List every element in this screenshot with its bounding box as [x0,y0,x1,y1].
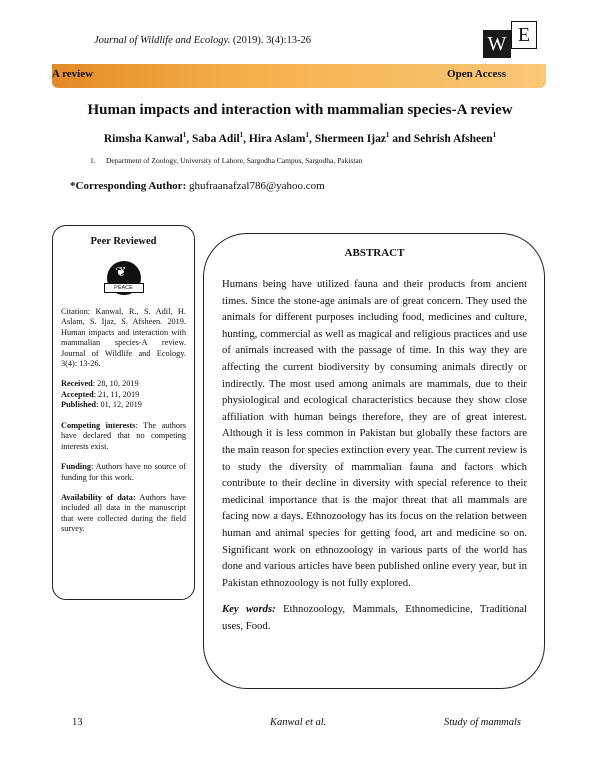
article-title: Human impacts and interaction with mammalian species-A review [87,102,513,118]
funding-statement [61,462,186,483]
journal-citation-line [94,35,311,46]
published-value: : 01, 12, 2019 [96,400,142,410]
footer-author: Kanwal et al. [270,717,327,728]
author-affil-sup: 1 [492,131,497,139]
availability-text: Authors have included all data in the manuscript that were collected during the field survey. [61,492,186,534]
page-number: 13 [72,717,83,728]
author-affil-sup: 1 [385,131,390,139]
journal-details: (2019). 3(4):13-26 [230,35,311,46]
affiliation-text: Department of Zoology, University of Lahore, Sargodha Campus, Sargodha, Pakistan [106,156,363,165]
published-label: Published [61,400,97,410]
accepted-value: : 21, 11, 2019 [93,389,140,399]
author-separator: and [389,132,414,145]
accepted-label: Accepted [61,389,94,399]
author-name: Shermeen Ijaz [314,132,386,145]
data-availability [61,493,186,535]
keywords-text: Ethnozoology, Mammals, Ethnomedicine, Traditional uses, Food. [222,603,527,632]
author-list [0,131,600,145]
corresponding-author [70,180,325,192]
article-info-sidebar [52,225,195,600]
abstract-box [203,233,545,689]
published-date [61,400,186,411]
logo-e: E [511,21,537,49]
badge-label: PEACE [104,283,144,293]
affiliation [90,156,362,165]
competing-interests [61,421,186,452]
author-name: Saba Adil [192,132,240,145]
author-separator: , [243,132,249,145]
abstract-heading: ABSTRACT [344,247,405,259]
abstract-body: Humans being have utilized fauna and their products from ancient times. Since the stone-age animals are of great concern. They used the animals for different purposes including food, medicines and culture, hunting, commercial as well as magical and religious practices and use of animals increased with the passage of time. In this way they are affecting the current biodiversity by consuming animals directly or indirectly. The most used among animals are mammals, due to their physiological and ecological characteristics because they show close affiliation with human beings therefore, they are of great interest. Although it is less common in Pakistan but globally these factors are the main reason for species extinction every year. The current review is to study the diversity of mammalian fauna and factors which contribute to their decline in diversity with special reference to their medicinal importance that is the major threat that all mammals are facing now a days. Ethnozoology has its focus on the relation between human and animal species for getting food, art and medicine so on. Significant work on ethnozoology in various parts of the world has done and various articles have been published online every year, but in Pakistan ethnozoology is not fully explored. [222,278,527,589]
funding-text: : Authors have no source of funding for this work. [61,462,186,482]
author-name: Hira Aslam [248,132,306,145]
author-affil-sup: 1 [239,131,244,139]
article-dates [61,379,186,411]
author-separator: , [308,132,315,145]
author-name: Sehrish Afsheen [413,132,493,145]
keywords [222,601,527,634]
peer-reviewed-heading: Peer Reviewed [90,236,157,247]
author-name: Rimsha Kanwal [103,132,183,145]
corresponding-email[interactable]: ghufraanafzal786@yahoo.com [186,180,325,192]
affiliation-number: 1. [90,156,96,165]
competing-label: Competing interests [61,420,136,430]
article-type: A review [52,68,94,80]
logo-w: W [483,30,511,58]
keywords-label: Key words: [222,603,276,616]
author-separator: , [186,132,193,145]
received-date [61,379,186,390]
availability-label: Availability of data: [61,492,136,502]
article-type-banner [52,64,546,88]
received-label: Received [61,379,93,389]
citation-text: Citation: Kanwal, R., S. Adil, H. Aslam, S. Ijaz, S. Afsheen. 2019. Human impacts and interaction with mammalian species-A review. Journal of Wildlife and Ecology. 3(4): 13-26. [61,307,186,369]
received-value: : 28, 10, 2019 [92,379,139,389]
dove-icon: ❦ [115,264,127,279]
accepted-date [61,390,186,401]
running-title: Study of mammals [444,717,521,728]
journal-logo [483,21,543,61]
author-affil-sup: 1 [182,131,187,139]
corresponding-label: *Corresponding Author: [70,180,187,192]
peace-badge-icon [107,261,141,295]
author-affil-sup: 1 [305,131,309,139]
journal-name: Journal of Wildlife and Ecology. [94,35,231,46]
competing-text: : The authors have declared that no competing interests exist. [61,420,186,451]
funding-label: Funding [61,462,91,472]
open-access-label: Open Access [447,68,506,80]
